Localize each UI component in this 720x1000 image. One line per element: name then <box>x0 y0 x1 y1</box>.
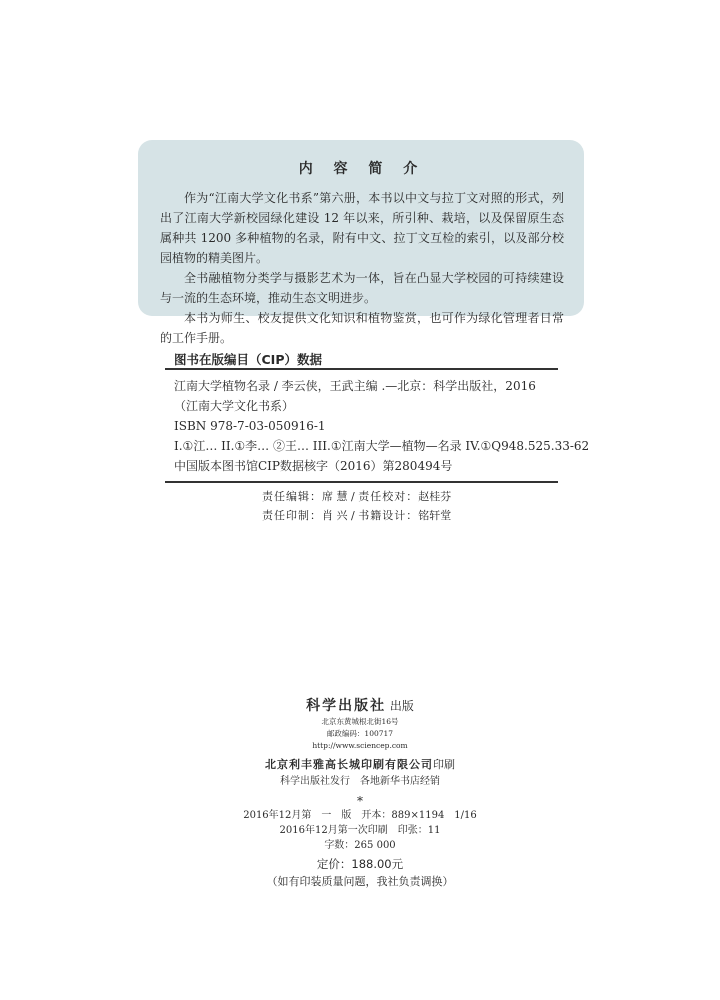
proofreader-label: 责任校对： <box>358 490 419 503</box>
editor-row <box>262 487 451 506</box>
publisher-address: 北京东黄城根北街16号 <box>321 717 399 726</box>
cip-line: I.①江… II.①李… ②王… III.①江南大学—植物—名录 IV.①Q948.525.33-62 <box>174 439 590 453</box>
edition-line: 2016年12月第一次印刷 印张：11 <box>279 825 441 836</box>
summary-paragraph: 本书为师生、校友提供文化知识和植物鉴赏，也可作为绿化管理者日常的工作手册。 <box>160 311 564 345</box>
asterisk-divider: * <box>357 794 363 808</box>
publisher-block <box>0 696 720 890</box>
separator: / <box>351 490 355 503</box>
printer-suffix: 印刷 <box>433 758 455 771</box>
editor-row <box>262 506 451 525</box>
publisher-suffix: 出版 <box>389 699 414 713</box>
publisher-name: 科学出版社 <box>306 698 387 714</box>
price: 定价：188.00元 <box>316 857 404 871</box>
cip-line: 中国版本图书馆CIP数据核字（2016）第280494号 <box>174 459 453 473</box>
summary-box <box>138 140 584 345</box>
summary-paragraph: 全书融植物分类学与摄影艺术为一体，旨在凸显大学校园的可持续建设与一流的生态环境，推动生态文明进步。 <box>160 271 564 305</box>
separator: / <box>351 509 355 522</box>
print-manager-label: 责任印制： <box>262 509 322 522</box>
editor-name: 席 慧 <box>322 490 348 503</box>
cip-bottom-rule <box>165 481 558 483</box>
quality-notice: （如有印装质量问题，我社负责调换） <box>266 875 454 888</box>
printer-name: 北京利丰雅高长城印刷有限公司 <box>265 758 433 771</box>
cip-line: 江南大学植物名录 / 李云侠，王武主编 .—北京：科学出版社，2016 <box>174 379 536 393</box>
cip-record <box>174 376 589 476</box>
publisher-line <box>0 696 720 716</box>
designer-name: 铭轩堂 <box>418 509 452 522</box>
designer-label: 书籍设计： <box>358 509 419 522</box>
editor-credits <box>262 487 451 525</box>
editor-label: 责任编辑： <box>262 490 322 503</box>
cip-line: （江南大学文化书系） <box>174 399 295 413</box>
distribution: 科学出版社发行 各地新华书店经销 <box>280 776 440 787</box>
printer-line <box>0 756 720 774</box>
summary-title: 内 容 简 介 <box>298 161 426 177</box>
print-manager-name: 肖 兴 <box>322 509 348 522</box>
summary-paragraph: 作为“江南大学文化书系”第六册，本书以中文与拉丁文对照的形式，列出了江南大学新校园绿化建设 12 年以来，所引种、栽培，以及保留原生态属种共 1200 多种植物的名录，附有中文、拉丁文互检的索引，以及部分校园植物的精美图片。 <box>160 191 564 265</box>
cip-top-rule <box>165 368 558 370</box>
publisher-website: http://www.sciencep.com <box>312 741 408 750</box>
edition-line: 字数：265 000 <box>324 840 396 851</box>
proofreader-name: 赵桂芬 <box>418 490 452 503</box>
publisher-postcode: 邮政编码：100717 <box>326 729 394 738</box>
edition-line: 2016年12月第 一 版 开本：889×1194 1/16 <box>243 810 477 821</box>
cip-heading: 图书在版编目（CIP）数据 <box>174 352 322 367</box>
cip-line: ISBN 978-7-03-050916-1 <box>174 419 326 433</box>
